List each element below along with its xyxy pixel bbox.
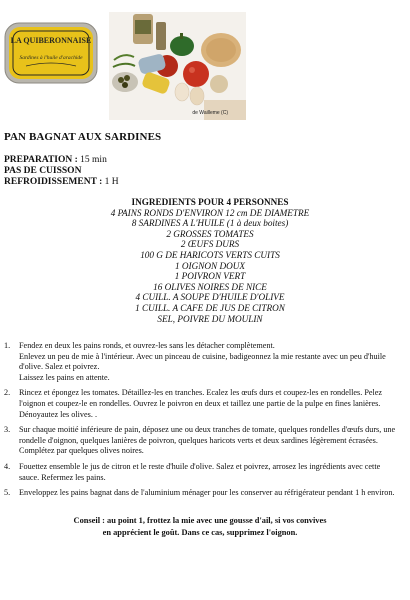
step-number: 4. <box>4 461 11 471</box>
tip-line: Conseil : au point 1, frottez la mie avec une gousse d'ail, si vos convives <box>73 516 327 525</box>
sardine-tin-image <box>4 20 98 86</box>
recipe-title: PAN BAGNAT AUX SARDINES <box>4 131 162 143</box>
ingredient-item: 1 POIVRON VERT <box>174 271 246 282</box>
ingredient-item: 1 OIGNON DOUX <box>175 260 245 271</box>
step-number: 1. <box>4 341 11 350</box>
step-item <box>4 488 400 499</box>
ingredients-photo <box>109 12 246 120</box>
ingredient-item: 2 GROSSES TOMATES <box>166 228 254 239</box>
ingredient-item: 2 ŒUFS DURS <box>180 239 240 250</box>
step-text: Fendez en deux les pains ronds, et ouvrez-les sans les détacher complètement. Enlevez un peu de mie à l'intérieur. Avec un pinceau de cuisine, badigeonnez la mie restante avec un peu d'huile d'olive. Salez et poivrez. Laissez les pains en attente. <box>19 341 386 382</box>
step-number: 2. <box>4 388 11 398</box>
meta-preparation <box>4 155 107 166</box>
ingredients-photo-illustration <box>109 12 246 120</box>
step-text: Enveloppez les pains bagnat dans de l'aluminium ménager pour les conserver au réfrigérateur pendant 1 h environ. <box>19 488 395 498</box>
step-text: Fouettez ensemble le jus de citron et le reste d'huile d'olive. Salez et poivrez, arrosez les ingrédients avec cette sauce. Refermez les pains. <box>19 461 381 482</box>
meta-label: PAS DE CUISSON <box>4 166 82 176</box>
step-item <box>4 341 400 383</box>
step-number: 3. <box>4 425 11 435</box>
ingredient-item: 1 CUILL. A CAFE DE JUS DE CITRON <box>135 302 285 313</box>
photo-credit: de Wailleme (C) <box>192 110 228 116</box>
step-item <box>4 425 400 457</box>
meta-value: 15 min <box>77 155 107 165</box>
meta-cuisson <box>4 166 81 177</box>
tin-brand-text: LA QUIBERONNAISE <box>10 36 92 45</box>
tin-product-text: Sardines à l'huile d'arachide <box>19 55 83 61</box>
tip-line: en apprécient le goût. Dans ce cas, supprimez l'oignon. <box>102 527 298 537</box>
ingredient-item: 16 OLIVES NOIRES DE NICE <box>153 281 267 292</box>
ingredient-item: 100 G DE HARICOTS VERTS CUITS <box>140 249 280 260</box>
step-number: 5. <box>4 488 11 498</box>
meta-label: REFROIDISSEMENT : <box>4 177 103 187</box>
step-text: Sur chaque moitié inférieure de pain, déposez une ou deux tranches de tomate, quelques rondelles d'œufs durs, une rondelle d'oignon, quelques lanières de poivron, quelques haricots verts et deux sardines légèrement écrasées. Complétez par quelques olives noires. <box>19 425 396 456</box>
meta-value: 1 H <box>102 177 119 187</box>
meta-refroidissement <box>4 177 119 188</box>
steps-list <box>4 341 400 504</box>
ingredients-heading: INGREDIENTS POUR 4 PERSONNES <box>131 197 289 207</box>
ingredient-item: 4 PAINS RONDS D'ENVIRON 12 cm DE DIAMETRE <box>110 207 310 218</box>
meta-label: PREPARATION : <box>4 155 78 165</box>
ingredient-item: 4 CUILL. A SOUPE D'HUILE D'OLIVE <box>135 292 285 303</box>
ingredient-item: 8 SARDINES A L'HUILE (1 à deux boites) <box>131 218 289 229</box>
tip-box <box>30 515 370 538</box>
step-text: Rincez et épongez les tomates. Détaillez-les en tranches. Ecalez les œufs durs et coupez-les en rondelles. Pelez l'oignon et coupez-le en rondelles. Ouvrez le poivron en deux et taillez une partie de la pulpe en fines lanières. Dénoyautez les olives. . <box>19 388 383 419</box>
step-item <box>4 388 400 420</box>
ingredients-list <box>60 197 360 324</box>
step-item <box>4 462 400 483</box>
ingredient-item: SEL, POIVRE DU MOULIN <box>157 313 263 324</box>
